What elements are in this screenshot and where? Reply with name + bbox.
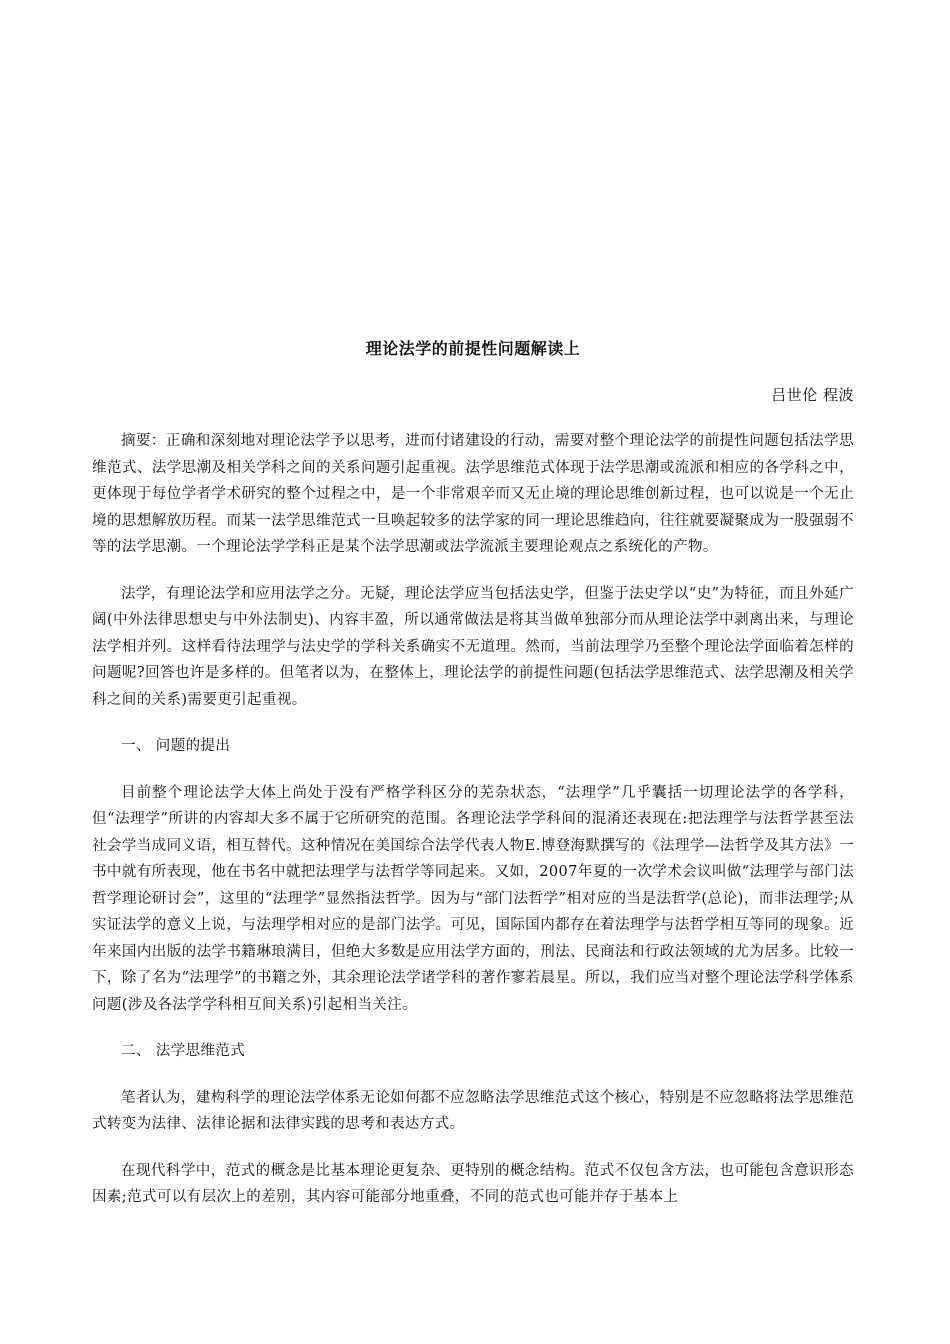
section-2-heading: 二、 法学思维范式 <box>121 1043 246 1059</box>
document-body <box>92 428 854 1231</box>
section-2-paragraph-2: 在现代科学中，范式的概念是比基本理论更复杂、更特别的概念结构。范式不仅包含方法，也可能包含意识形态因素;范式可以有层次上的差别，其内容可能部分地重叠，不同的范式也可能并存于基本上 <box>92 1162 854 1205</box>
abstract-paragraph: 摘要：正确和深刻地对理论法学予以思考，进而付诸建设的行动，需要对整个理论法学的前提性问题包括法学思维范式、法学思潮及相关学科之间的关系问题引起重视。法学思维范式体现于法学思潮或流派和相应的各学科之中，更体现于每位学者学术研究的整个过程之中，是一个非常艰辛而又无止境的理论思维创新过程，也可以说是一个无止境的思想解放历程。而某一法学思维范式一旦唤起较多的法学家的同一理论思维趋向，往往就要凝聚成为一股强弱不等的法学思潮。一个理论法学学科正是某个法学思潮或法学流派主要理论观点之系统化的产物。 <box>92 433 854 555</box>
section-1-paragraph: 目前整个理论法学大体上尚处于没有严格学科区分的芜杂状态，“法理学”几乎囊括一切理论法学的各学科，但“法理学”所讲的内容却大多不属于它所研究的范围。各理论法学学科间的混淆还表现在:把法理学与法哲学甚至法社会学当成同义语，相互替代。这种情况在美国综合法学代表人物E.博登海默撰写的《法理学—法哲学及其方法》一书中就有所表现，他在书名中就把法理学与法哲学等同起来。又如，2007年夏的一次学术会议叫做“法理学与部门法哲学理论研讨会”，这里的“法理学”显然指法哲学。因为与“部门法哲学”相对应的当是法哲学(总论)，而非法理学;从实证法学的意义上说，与法理学相对应的是部门法学。可见，国际国内都存在着法理学与法哲学相互等同的现象。近年来国内出版的法学书籍琳琅满目，但绝大多数是应用法学方面的，刑法、民商法和行政法领域的尤为居多。比较一下，除了名为“法理学”的书籍之外，其余理论法学诸学科的著作寥若晨星。所以，我们应当对整个理论法学科学体系问题(涉及各法学学科相互间关系)引起相当关注。 <box>92 784 854 1013</box>
intro-paragraph: 法学，有理论法学和应用法学之分。无疑，理论法学应当包括法史学，但鉴于法史学以“史”为特征，而且外延广阔(中外法律思想史与中外法制史)、内容丰盈，所以通常做法是将其当做单独部分而从理论法学中剥离出来，与理论法学相并列。这样看待法理学与法史学的学科关系确实不无道理。然而，当前法理学乃至整个理论法学面临着怎样的问题呢?回答也许是多样的。但笔者以为，在整体上，理论法学的前提性问题(包括法学思维范式、法学思潮及相关学科之间的关系)需要更引起重视。 <box>92 585 854 708</box>
document-title: 理论法学的前提性问题解读上 <box>365 339 581 358</box>
section-2-paragraph-1: 笔者认为，建构科学的理论法学体系无论如何都不应忽略法学思维范式这个核心，特别是不应忽略将法学思维范式转变为法律、法律论据和法律实践的思考和表达方式。 <box>92 1089 854 1132</box>
section-1-heading: 一、 问题的提出 <box>121 738 231 754</box>
document-page <box>92 0 854 1344</box>
document-authors: 吕世伦 程波 <box>771 386 854 404</box>
